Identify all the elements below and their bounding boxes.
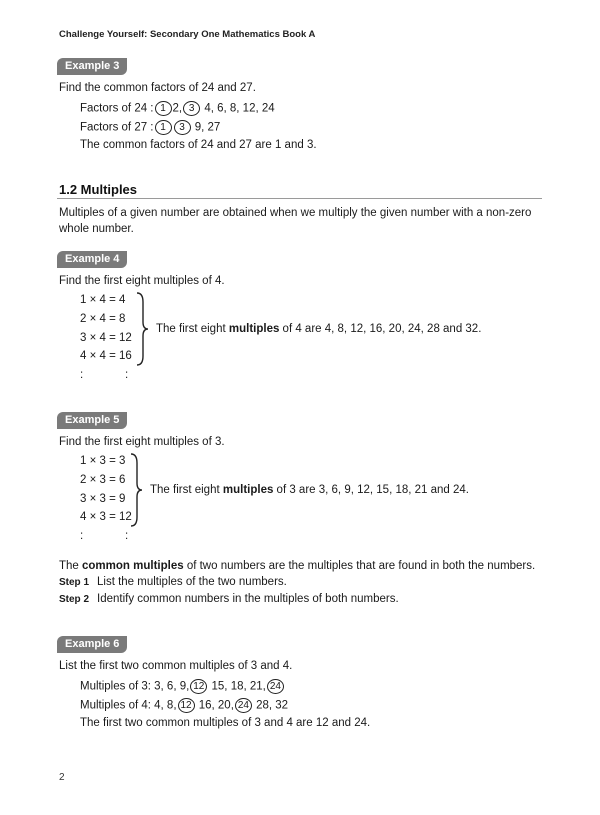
definition-text: of two numbers are the multiples that are found in both the numbers. [183,560,536,572]
example-6-badge: Example 6 [57,636,127,653]
summary-text: of 4 are 4, 8, 12, 16, 20, 24, 28 and 32. [279,323,482,335]
example-3-badge: Example 3 [57,58,127,75]
circled-number: 3 [183,101,200,116]
right-brace-icon [130,453,144,527]
multiplication-equation: 4 × 3 = 12 [80,511,132,523]
example-5-question: Find the first eight multiples of 3. [59,436,225,448]
factors-27-prefix: Factors of 27 : [80,121,154,134]
summary-text: The first eight [156,323,229,335]
multiples-4-rest: 28, 32 [256,699,289,712]
section-divider [57,198,542,199]
multiplication-equation: 4 × 4 = 16 [80,350,132,362]
factors-24-rest: 4, 6, 8, 12, 24 [204,102,275,115]
multiples-4-mid: 16, 20, [198,699,234,712]
example-6-answer: The first two common multiples of 3 and 4 are 12 and 24. [80,717,371,729]
step-1 [59,576,287,590]
multiplication-equation: 1 × 4 = 4 [80,294,126,306]
multiplication-equation: 3 × 4 = 12 [80,332,132,344]
circled-number: 12 [190,679,207,694]
multiples-of-4-line [80,698,288,713]
step-1-text: List the multiples of the two numbers. [97,576,287,588]
summary-text: of 3 are 3, 6, 9, 12, 15, 18, 21 and 24. [273,484,470,496]
circled-number: 3 [174,120,191,135]
circled-number: 12 [178,698,195,713]
circled-number: 24 [267,679,284,694]
example-5-badge: Example 5 [57,412,127,429]
step-1-label: Step 1 [59,577,90,588]
multiples-3-mid: 15, 18, 21, [211,680,266,693]
multiplication-equation: 3 × 3 = 9 [80,493,126,505]
summary-bold-text: multiples [228,323,280,335]
example-4-question: Find the first eight multiples of 4. [59,275,225,287]
common-multiples-definition [59,560,535,574]
step-2-label: Step 2 [59,594,90,605]
definition-bold-text: common multiples [82,560,184,572]
multiples-3-prefix: Multiples of 3: 3, 6, 9, [80,680,190,693]
circled-number: 1 [155,120,172,135]
factors-of-27-line [80,120,220,135]
page-number: 2 [59,772,65,783]
factors-24-prefix: Factors of 24 : [80,102,154,115]
multiples-of-3-line [80,679,285,694]
factors-24-mid: 2, [172,102,183,115]
step-2-text: Identify common numbers in the multiples of both numbers. [97,593,399,605]
continuation-dots: : [125,530,129,542]
factors-of-24-line [80,101,275,116]
running-header: Challenge Yourself: Secondary One Mathematics Book A [59,29,316,40]
example-3-answer: The common factors of 24 and 27 are 1 and 3. [80,139,317,151]
multiplication-equation: 1 × 3 = 3 [80,455,126,467]
example-3-question: Find the common factors of 24 and 27. [59,82,256,94]
circled-number: 1 [155,101,172,116]
multiplication-equation: 2 × 3 = 6 [80,474,126,486]
example-4-summary [156,323,481,337]
summary-bold-text: multiples [222,484,274,496]
continuation-dots: : [80,530,84,542]
continuation-dots: : [80,369,84,381]
example-5-summary [150,484,469,498]
multiplication-equation: 2 × 4 = 8 [80,313,126,325]
definition-text: The [59,560,83,572]
circled-number: 24 [235,698,252,713]
factors-27-rest: 9, 27 [194,121,221,134]
multiples-4-prefix: Multiples of 4: 4, 8, [80,699,177,712]
section-intro-line-1: Multiples of a given number are obtained when we multiply the given number with a non-zero [59,207,532,219]
continuation-dots: : [125,369,129,381]
right-brace-icon [136,292,150,366]
summary-text: The first eight [150,484,223,496]
section-intro-line-2: whole number. [59,223,134,235]
example-4-badge: Example 4 [57,251,127,268]
section-title: 1.2 Multiples [59,182,138,197]
step-2 [59,593,399,607]
example-6-question: List the first two common multiples of 3 and 4. [59,660,293,672]
